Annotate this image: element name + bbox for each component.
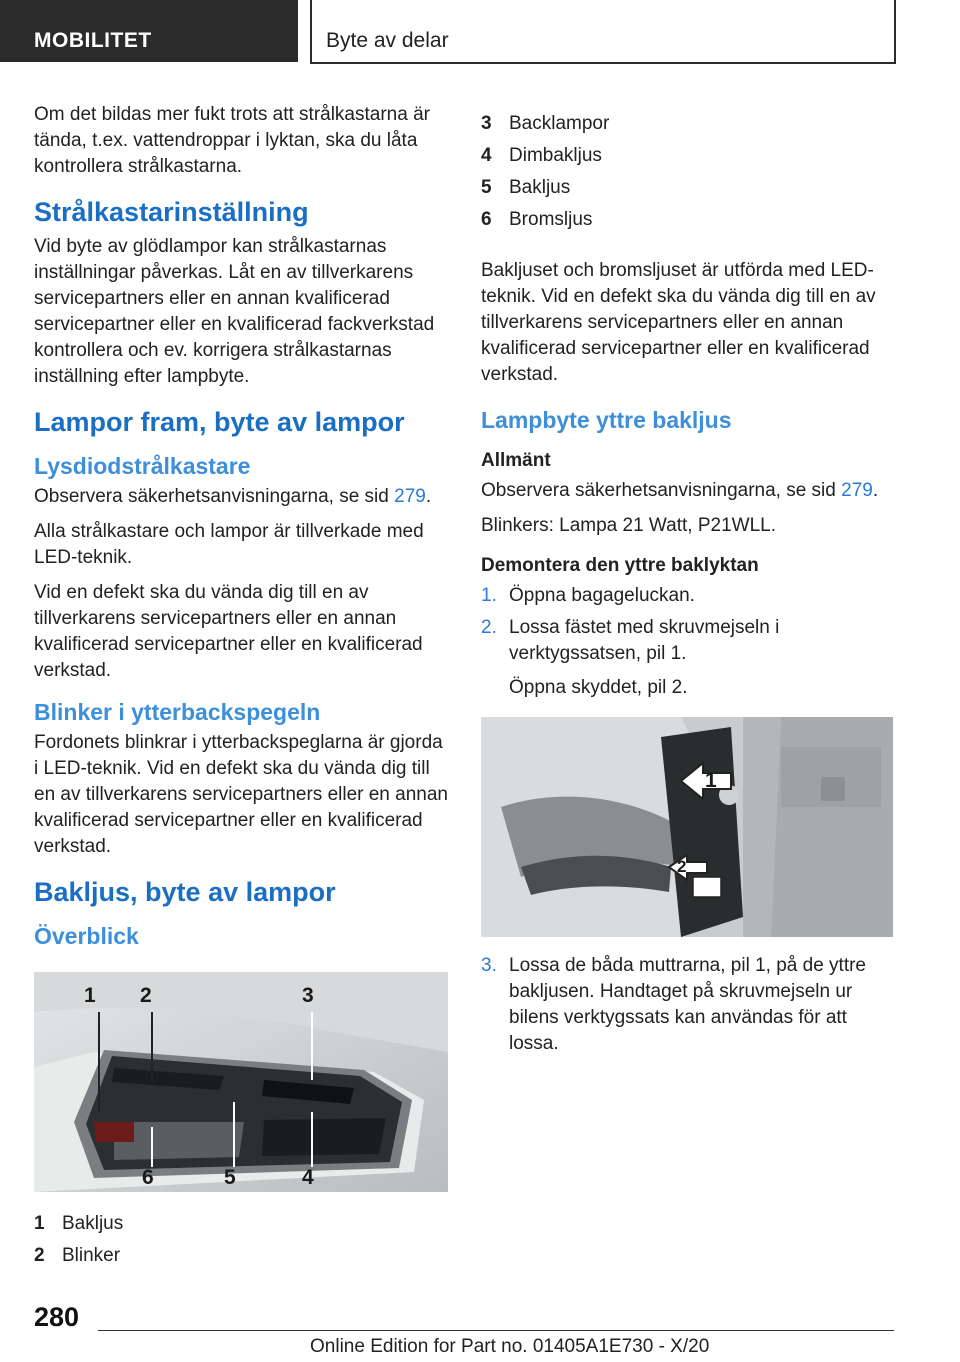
heading-headlight-adjustment: Strålkastarinställning [34, 197, 309, 227]
figure-label-1: 1 [84, 984, 96, 1007]
legend-label: Dimbakljus [509, 145, 602, 166]
figure-label-6: 6 [142, 1166, 154, 1189]
left-column [34, 102, 448, 1272]
legend-number: 4 [481, 145, 492, 166]
led-defect-paragraph: Vid en defekt ska du vända dig till en av tillverkarens servicepartners eller en annan kvalificerad servicepartner eller en kvalificerad verkstad. [34, 582, 423, 681]
figure-label-5: 5 [224, 1166, 236, 1189]
figure-label-3: 3 [302, 984, 314, 1007]
step-item [481, 615, 893, 701]
legend-number: 3 [481, 113, 492, 134]
legend-row [34, 1208, 448, 1240]
general-safety-end: . [872, 480, 879, 501]
section-tab: MOBILITET [0, 0, 298, 62]
dismount-illustration [481, 717, 893, 937]
legend-label: Backlampor [509, 113, 610, 134]
step-item [481, 953, 893, 1057]
step-text: Lossa fästet med skruvmejseln i verktygssatsen, pil 1. [509, 617, 780, 664]
led-safety-paragraph [34, 484, 448, 510]
legend-number: 6 [481, 209, 492, 230]
intro-paragraph: Om det bildas mer fukt trots att strålkastarna är tända, t.ex. vattendroppar i lyktan, ska du låta kontrollera strålkastarna. [34, 104, 430, 177]
step-number: 1. [481, 585, 497, 606]
heading-overview: Överblick [34, 923, 139, 949]
figure-label-1: 1 [705, 769, 717, 792]
taillight-illustration [34, 972, 448, 1192]
heading-rear-lamps: Bakljus, byte av lampor [34, 877, 336, 907]
legend-number: 2 [34, 1245, 45, 1266]
legend-row [481, 108, 893, 140]
step-text: Lossa de båda muttrarna, pil 1, på de yttre bakljusen. Handtaget på skruvmejseln ur bilens verktygssats kan användas för att lossa. [509, 955, 866, 1054]
step-number: 2. [481, 617, 497, 638]
figure-label-2: 2 [677, 857, 687, 876]
adjustment-paragraph: Vid byte av glödlampor kan strålkastarnas inställningar påverkas. Låt en av tillverkarens servicepartners eller en annan kvalificerad servicepartner eller en kvalificerad fackverkstad kontrollera och ev. korrigera strålkastarnas inställning efter lampbyte. [34, 236, 435, 387]
heading-mirror-indicator: Blinker i ytterbackspegeln [34, 699, 321, 725]
right-column [481, 108, 893, 1063]
general-safety-paragraph [481, 478, 893, 504]
taillight-figure [34, 972, 448, 1192]
step-text: Öppna bagageluckan. [509, 585, 695, 606]
legend-number: 1 [34, 1213, 45, 1234]
legend-row [481, 172, 893, 204]
page-link-279[interactable]: 279 [841, 480, 873, 501]
legend-label: Bakljus [62, 1213, 124, 1234]
chapter-title: Byte av delar [310, 0, 896, 64]
figure-label-4: 4 [302, 1166, 314, 1189]
heading-general: Allmänt [481, 450, 551, 471]
legend-row [34, 1240, 448, 1272]
legend-label: Blinker [62, 1245, 121, 1266]
legend-row [481, 140, 893, 172]
rear-led-paragraph: Bakljuset och bromsljuset är utförda med LED-teknik. Vid en defekt ska du vända dig till en av tillverkarens servicepartners eller en annan kvalificerad servicepartner eller en kvalificerad verkstad. [481, 260, 876, 385]
legend-row [481, 204, 893, 236]
legend-number: 5 [481, 177, 492, 198]
dismount-figure [481, 717, 893, 937]
mirror-paragraph: Fordonets blinkrar i ytterbackspeglarna är gjorda i LED-teknik. Vid en defekt ska du vända dig till en av tillverkarens servicepartners eller en annan kvalificerad servicepartner eller en kvalificerad verkstad. [34, 732, 448, 857]
legend-label: Bromsljus [509, 209, 593, 230]
heading-front-lamps: Lampor fram, byte av lampor [34, 407, 405, 437]
heading-dismount: Demontera den yttre baklyktan [481, 555, 759, 576]
footer-edition: Online Edition for Part no. 01405A1E730 - X/20 [310, 1336, 710, 1357]
page-link-279[interactable]: 279 [394, 486, 426, 507]
bulb-spec-paragraph: Blinkers: Lampa 21 Watt, P21WLL. [481, 515, 776, 536]
step-extra-text: Öppna skyddet, pil 2. [509, 677, 688, 698]
legend-label: Bakljus [509, 177, 571, 198]
figure-label-2: 2 [140, 984, 152, 1007]
heading-led-headlights: Lysdiodstrålkastare [34, 453, 251, 479]
step-item [481, 583, 893, 609]
led-safety-text: Observera säkerhetsanvisningarna, se sid [34, 486, 395, 507]
page-number: 280 [34, 1302, 80, 1332]
led-tech-paragraph: Alla strålkastare och lampor är tillverkade med LED-teknik. [34, 521, 424, 568]
led-safety-end: . [425, 486, 432, 507]
footer-divider [98, 1330, 894, 1331]
general-safety-text: Observera säkerhetsanvisningarna, se sid [481, 480, 842, 501]
heading-outer-taillight: Lampbyte yttre bakljus [481, 407, 732, 433]
step-number: 3. [481, 955, 497, 976]
